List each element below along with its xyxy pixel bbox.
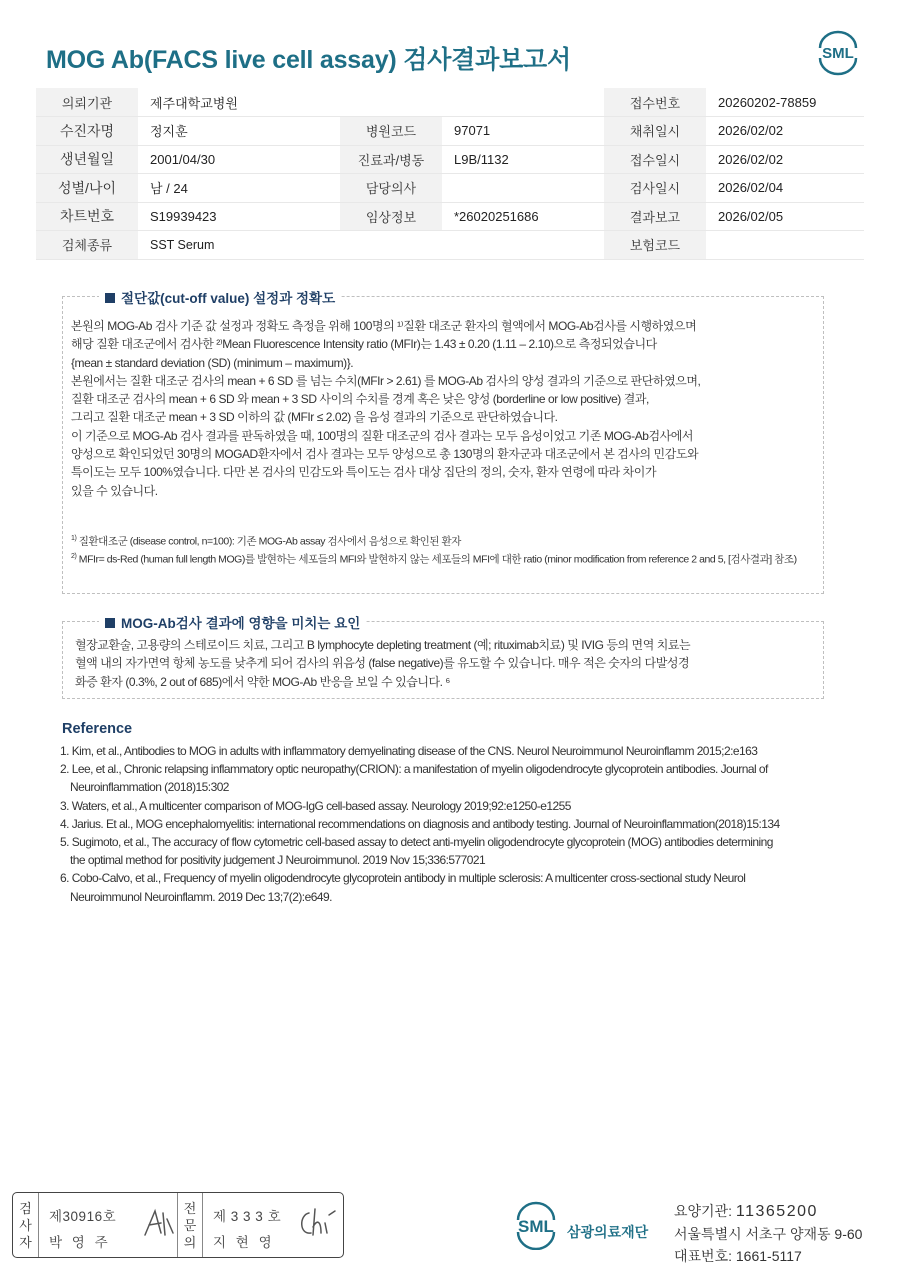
col-char: 사 xyxy=(19,1217,32,1233)
info-value: 2026/02/05 xyxy=(706,202,864,231)
info-label: 의뢰기관 xyxy=(36,88,138,117)
reference-item: 4. Jarius. Et al., MOG encephalomyelitis: international recommendations on diagnosis and antibody testing. Journal of Neuroinflammation(2018)15:134 xyxy=(60,816,780,831)
address: 서울특별시 서초구 양재동 9-60 xyxy=(674,1226,863,1242)
col-char: 검 xyxy=(19,1200,32,1216)
cutoff-heading: 절단값(cut-off value) 설정과 정확도 xyxy=(121,291,336,306)
info-value: *26020251686 xyxy=(442,202,604,231)
reference-item: 6. Cobo-Calvo, et al., Frequency of myelin oligodendrocyte glycoprotein antibody in multiple sclerosis: A multicenter cross-sectional study Neurol Neuroimmunol Neuroinflamm. 2019 Dec 13;7(2):e649. xyxy=(60,871,746,904)
note-marker: 2) xyxy=(71,553,77,560)
info-label: 임상정보 xyxy=(340,202,442,231)
info-value: SST Serum xyxy=(138,231,340,260)
examiner-name: 박 영 주 xyxy=(49,1235,111,1250)
info-row xyxy=(36,174,864,203)
info-label: 보험코드 xyxy=(604,231,706,260)
info-empty xyxy=(442,88,604,117)
info-empty xyxy=(340,231,442,260)
info-label: 접수일시 xyxy=(604,145,706,174)
phone-line xyxy=(674,1245,862,1267)
col-char: 문 xyxy=(183,1217,197,1233)
facility-code-label: 요양기관: xyxy=(674,1203,732,1219)
signature-col-label-specialist xyxy=(177,1193,203,1257)
note-marker: 1) xyxy=(71,535,77,542)
info-label: 생년월일 xyxy=(36,145,138,174)
square-bullet-icon xyxy=(105,618,115,628)
info-empty xyxy=(442,231,604,260)
sml-footer-logo xyxy=(510,1200,562,1250)
info-value xyxy=(442,174,604,203)
info-value xyxy=(706,231,864,260)
col-char: 자 xyxy=(19,1234,32,1250)
info-label: 결과보고 xyxy=(604,202,706,231)
info-label: 검체종류 xyxy=(36,231,138,260)
col-char: 의 xyxy=(183,1234,197,1250)
specialist-name: 지 현 영 xyxy=(213,1235,275,1250)
note-text: MFIr= ds-Red (human full length MOG)를 발현하는 세포들의 MFI와 발현하지 않는 세포들의 MFI에 대한 ratio (minor modification from reference 2 and 5, [검사결과] 참조) xyxy=(78,553,797,566)
info-value: L9B/1132 xyxy=(442,145,604,174)
info-row xyxy=(36,145,864,174)
info-label: 병원코드 xyxy=(340,117,442,146)
specialist-signature xyxy=(295,1205,339,1243)
info-value: 2026/02/02 xyxy=(706,145,864,174)
cutoff-paragraph: 본원의 MOG-Ab 검사 기준 값 설정과 정확도 측정을 위해 100명의 ¹⁾질환 대조군 환자의 혈액에서 MOG-Ab검사를 시행하였으며 해당 질환 대조군에서 검사한 ²⁾Mean Fluorescence Intensity ratio (MFIr)는 1.43 ± 0.20 (1.11 – 2.10)으로 측정되었습니다 {mean ± standard deviation (SD) (minimum – maximum)}. 본원에서는 질환 대조군 검사의 mean + 6 SD 를 넘는 수치(MFIr > 2.61) 를 MOG-Ab 검사의 양성 결과의 기준으로 판단하였으며, 질환 대조군 검사의 mean + 6 SD 와 mean + 3 SD 사이의 수치를 경계 혹은 낮은 양성 (borderline or low positive) 결과, 그리고 질환 대조군 mean + 3 SD 이하의 값 (MFIr ≤ 2.02) 을 음성 결과의 기준으로 판단하였습니다. 이 기준으로 MOG-Ab 검사 결과를 판독하였을 때, 100명의 질환 대조군의 검사 결과는 모두 음성이었고 기존 MOG-Ab검사에서 양성으로 확인되었던 30명의 MOGAD환자에서 검사 결과는 모두 양성으로 총 130명의 환자군과 대조군에서 본 검사의 민감도와 특이도는 모두 100%였습니다. 다만 본 검사의 민감도와 특이도는 검사 대상 집단의 정의, 숫자, 환자 연령에 따라 차이가 있을 수 있습니다. xyxy=(71,319,701,498)
factors-section xyxy=(62,616,824,699)
info-label: 성별/나이 xyxy=(36,174,138,203)
cutoff-note-2 xyxy=(71,549,823,568)
info-value: 정지훈 xyxy=(138,117,340,146)
facility-code: 11365200 xyxy=(735,1203,818,1220)
cutoff-note-1 xyxy=(71,531,816,550)
info-value: 20260202-78859 xyxy=(706,88,864,117)
examiner-id: 제30916호 xyxy=(49,1209,117,1224)
info-label: 담당의사 xyxy=(340,174,442,203)
cutoff-heading-wrap xyxy=(99,287,341,307)
examiner-signature xyxy=(141,1205,177,1241)
info-value: S19939423 xyxy=(138,202,340,231)
reference-item: 2. Lee, et al., Chronic relapsing inflammatory optic neuropathy(CRION): a manifestation of myelin oligodendrocyte glycoprotein antibodies. Journal of Neuroinflammation (2018)15:302 xyxy=(60,762,768,795)
info-value: 97071 xyxy=(442,117,604,146)
sml-logo-text: SML xyxy=(822,45,854,62)
info-empty xyxy=(340,88,442,117)
info-label: 진료과/병동 xyxy=(340,145,442,174)
reference-item: 5. Sugimoto, et al., The accuracy of flow cytometric cell-based assay to detect anti-myelin oligodendrocyte glycoprotein (MOG) antibodies determining the optimal method for positivity judgement J Neuroimmunol. 2019 Nov 15;336:577021 xyxy=(60,835,773,868)
info-value: 2001/04/30 xyxy=(138,145,340,174)
organization-info xyxy=(674,1200,862,1267)
factors-paragraph: 혈장교환술, 고용량의 스테로이드 치료, 그리고 B lymphocyte depleting treatment (예; rituximab치료) 및 IVIG 등의 면역 치료는 혈액 내의 자가면역 항체 농도를 낮추게 되어 검사의 위음성 (false negative)를 유도할 수 있습니다. 매우 적은 숫자의 다발성경 화증 환자 (0.3%, 2 out of 685)에서 약한 MOG-Ab 반응을 보일 수 있습니다. ⁶ xyxy=(75,638,691,689)
facility-code-line xyxy=(674,1200,862,1223)
sml-logo xyxy=(812,30,864,76)
info-value: 2026/02/02 xyxy=(706,117,864,146)
patient-info-table xyxy=(36,88,864,260)
organization-name: 삼광의료재단 xyxy=(567,1224,649,1240)
info-label: 차트번호 xyxy=(36,202,138,231)
col-char: 전 xyxy=(183,1200,197,1216)
reference-title: Reference xyxy=(62,721,133,737)
info-row xyxy=(36,231,864,260)
reference-item: 3. Waters, et al., A multicenter comparison of MOG-IgG cell-based assay. Neurology 2019;92:e1250-e1255 xyxy=(60,798,571,813)
factors-heading: MOG-Ab검사 결과에 영향을 미치는 요인 xyxy=(121,616,361,631)
note-text: 질환대조군 (disease control, n=100): 기존 MOG-Ab assay 검사에서 음성으로 확인된 환자 xyxy=(78,535,461,548)
specialist-id: 제 3 3 3 호 xyxy=(213,1209,282,1224)
info-label: 검사일시 xyxy=(604,174,706,203)
phone-number: 1661-5117 xyxy=(735,1248,802,1264)
info-value: 제주대학교병원 xyxy=(138,88,340,117)
signature-box xyxy=(12,1192,344,1258)
reference-item: 1. Kim, et al., Antibodies to MOG in adults with inflammatory demyelinating disease of the CNS. Neurol Neuroimmunol Neuroinflamm 2015;2:e163 xyxy=(60,744,758,758)
reference-list xyxy=(60,742,780,906)
cutoff-section xyxy=(62,291,824,594)
factors-heading-wrap xyxy=(99,612,366,632)
square-bullet-icon xyxy=(105,293,115,303)
info-value: 남 / 24 xyxy=(138,174,340,203)
info-label: 수진자명 xyxy=(36,117,138,146)
info-row xyxy=(36,88,864,117)
info-row xyxy=(36,202,864,231)
sml-footer-logo-text: SML xyxy=(518,1217,554,1236)
report-title: MOG Ab(FACS live cell assay) 검사결과보고서 xyxy=(46,46,571,74)
info-label: 채취일시 xyxy=(604,117,706,146)
info-value: 2026/02/04 xyxy=(706,174,864,203)
signature-col-label-examiner xyxy=(13,1193,39,1257)
phone-label: 대표번호: xyxy=(674,1248,732,1264)
info-row xyxy=(36,117,864,146)
info-label: 접수번호 xyxy=(604,88,706,117)
